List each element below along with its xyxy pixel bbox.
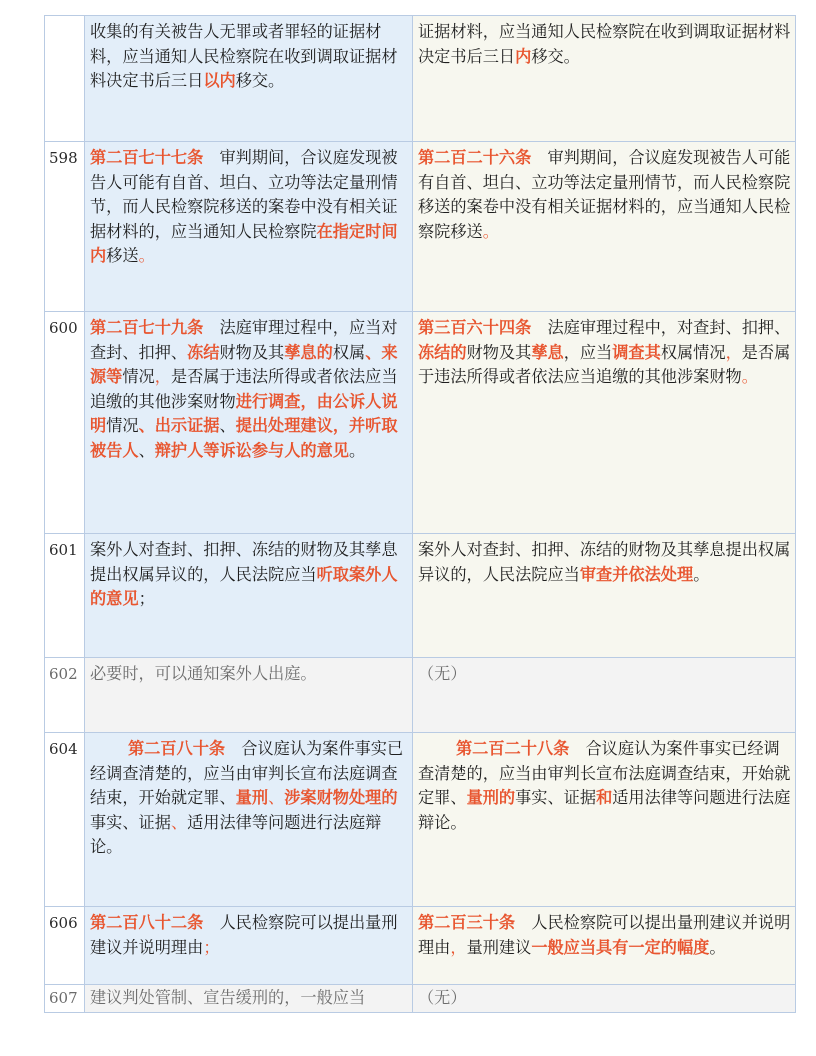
text-segment: 情况	[106, 416, 139, 436]
highlighted-text: 提出处理建议	[235, 416, 333, 436]
new-provision-text	[413, 985, 796, 1013]
text-segment: 合议庭认为案件事实已经调查清楚的，应当由审判长宣布法庭调查结束，开始就定罪、	[90, 739, 404, 808]
highlighted-text: 一般应当具有一定的幅度	[531, 937, 710, 957]
text-segment: 证据材料，应当通知人民检察院在收到调取证据材料决定书后三日	[418, 22, 791, 66]
new-provision-text	[413, 658, 796, 733]
text-segment: 人民检察院可以提出量刑建议并说明理由	[90, 913, 398, 957]
highlighted-text: ，由公诉人说明	[90, 391, 398, 436]
highlighted-text: 第二百二十六条	[418, 148, 532, 167]
highlighted-text: 、	[170, 812, 188, 832]
highlighted-text: 。	[138, 246, 155, 266]
highlighted-text: 第二百二十八条	[456, 739, 570, 758]
table-row	[45, 142, 796, 312]
text-segment: 移交。	[235, 71, 285, 91]
highlighted-text: 冻结的	[418, 342, 467, 362]
table-row	[45, 985, 796, 1013]
text-segment: 是否属于违法所得或者依法应当追缴的其他涉案财物	[90, 367, 398, 411]
highlighted-text: 第二百八十条	[128, 739, 226, 758]
text-segment: 权属情况	[660, 342, 726, 362]
text-segment: 量刑建议	[466, 937, 532, 957]
row-number: 602	[45, 658, 85, 733]
text-segment: 事实、证据	[90, 812, 171, 832]
text-segment: （无）	[418, 664, 467, 683]
row-number: 606	[45, 907, 85, 985]
text-segment: 、	[138, 440, 155, 460]
row-number: 598	[45, 142, 85, 312]
highlighted-text: 涉案财物处理的	[284, 788, 398, 808]
text-segment: 。	[349, 440, 366, 460]
old-provision-text	[85, 534, 413, 658]
text-segment: 审判期间，合议庭发现被告人可能有自首、坦白、立功等法定量刑情节，而人民检察院移送的案卷中没有相关证据材料的，应当通知人民检察院	[90, 148, 398, 241]
highlighted-text: 量刑的	[466, 788, 516, 808]
text-segment: 情况	[122, 367, 155, 387]
text-segment: 。	[693, 564, 710, 584]
old-provision-text	[85, 312, 413, 534]
text-segment: 适用法律等问题进行法庭辩论。	[418, 788, 791, 832]
comparison-table	[44, 15, 796, 1013]
text-segment: ；	[138, 589, 155, 609]
highlighted-text: 听取案外人的意见	[90, 564, 398, 609]
table-row	[45, 534, 796, 658]
old-provision-text	[85, 733, 413, 907]
highlighted-text: 辩护人等诉讼参与人的意见	[154, 440, 349, 460]
table-row	[45, 907, 796, 985]
new-provision-text	[413, 16, 796, 142]
text-segment: 移送	[106, 246, 139, 266]
text-segment: （无）	[418, 988, 467, 1007]
highlighted-text: 量刑	[235, 788, 269, 808]
text-segment: 案外人对查封、扣押、冻结的财物及其孳息提出权属异议的，人民法院应当	[418, 540, 791, 584]
text-segment: 移交。	[531, 46, 580, 66]
highlighted-text: 第二百三十条	[418, 913, 516, 932]
table-row	[45, 733, 796, 907]
highlighted-text: ，	[450, 937, 467, 957]
text-segment: 合议庭认为案件事实已经调查清楚的，应当由审判长宣布法庭调查结束，开始就定罪、	[418, 739, 791, 808]
row-number: 600	[45, 312, 85, 534]
highlighted-text: 。	[741, 367, 758, 387]
new-provision-text	[413, 733, 796, 907]
highlighted-text: 、出示证据	[138, 416, 220, 436]
highlighted-text: ，	[725, 342, 742, 362]
highlighted-text: 。	[482, 221, 499, 241]
text-segment: 法庭审理过程中，应当对查封、扣押、	[90, 318, 398, 362]
highlighted-text: ；	[203, 937, 220, 957]
new-provision-text	[413, 142, 796, 312]
highlighted-text: 调查其	[612, 342, 661, 362]
new-provision-text	[413, 312, 796, 534]
text-segment: 是否属于违法所得或者依法应当追缴的其他涉案财物	[418, 342, 791, 387]
highlighted-text: 内	[515, 46, 532, 66]
text-segment: 事实、证据	[515, 788, 597, 808]
text-segment: 审判期间，合议庭发现被告人可能有自首、坦白、立功等法定量刑情节，而人民检察院移送的案卷中没有相关证据材料的，应当通知人民检察院移送	[418, 148, 791, 241]
old-provision-text	[85, 907, 413, 985]
highlighted-text: 孳息的	[284, 342, 333, 362]
row-number	[45, 16, 85, 142]
text-segment: 权属	[332, 342, 366, 362]
old-provision-text	[85, 985, 413, 1013]
highlighted-text: 审查并依法处理	[579, 564, 694, 584]
table-row	[45, 658, 796, 733]
old-provision-text	[85, 142, 413, 312]
highlighted-text: 冻结	[187, 342, 220, 362]
highlighted-text: 孳息	[531, 342, 564, 362]
text-segment: 适用法律等问题进行法庭辩论。	[90, 812, 382, 857]
highlighted-text: 第二百七十七条	[90, 148, 204, 167]
row-number: 601	[45, 534, 85, 658]
text-segment: 财物及其	[466, 342, 532, 362]
text-segment: 法庭审理过程中，对查封、扣押、	[531, 318, 791, 337]
row-number: 607	[45, 985, 85, 1013]
highlighted-text: 和	[596, 788, 613, 808]
text-segment: 人民检察院可以提出量刑建议并说明理由	[418, 913, 791, 957]
highlighted-text: 在指定时间内	[90, 221, 398, 266]
highlighted-text: 第二百七十九条	[90, 318, 204, 337]
old-provision-text	[85, 16, 413, 142]
highlighted-text: 第三百六十四条	[418, 318, 532, 337]
highlighted-text: 以内	[203, 71, 236, 91]
row-number: 604	[45, 733, 85, 907]
highlighted-text: 进行调查	[235, 391, 301, 411]
highlighted-text: ，	[154, 367, 171, 387]
text-segment: 案外人对查封、扣押、冻结的财物及其孳息提出权属异议的，人民法院应当	[90, 540, 398, 584]
text-segment: 财物及其	[219, 342, 285, 362]
highlighted-text: 、来源等	[90, 342, 398, 387]
new-provision-text	[413, 907, 796, 985]
text-segment: 。	[709, 937, 726, 957]
highlighted-text: ，并听取被告人	[90, 416, 398, 460]
table-row	[45, 16, 796, 142]
text-segment: 收集的有关被告人无罪或者罪轻的证据材料，应当通知人民检察院在收到调取证据材料决定书后三日	[90, 22, 398, 91]
highlighted-text: 第二百八十二条	[90, 913, 204, 932]
new-provision-text	[413, 534, 796, 658]
table-row	[45, 312, 796, 534]
old-provision-text	[85, 658, 413, 733]
highlighted-text: 、	[268, 788, 285, 808]
text-segment: 建议判处管制、宣告缓刑的，一般应当	[90, 988, 366, 1007]
text-segment: ，应当	[563, 342, 613, 362]
text-segment: 、	[219, 416, 236, 436]
text-segment: 必要时，可以通知案外人出庭。	[90, 664, 317, 683]
